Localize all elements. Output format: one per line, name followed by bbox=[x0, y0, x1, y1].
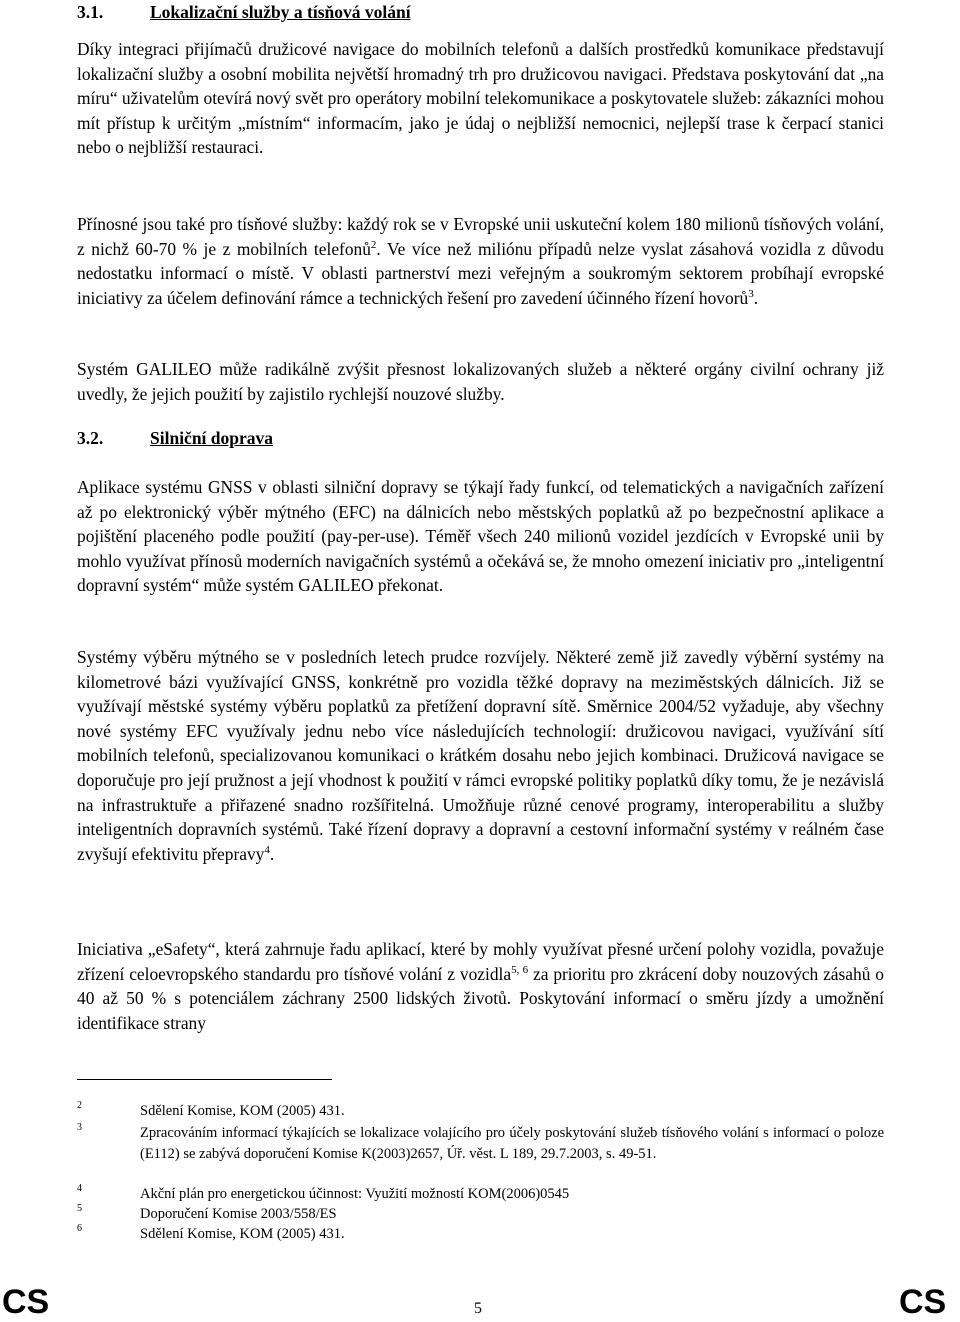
paragraph: Iniciativa „eSafety“, která zahrnuje řadu aplikací, které by mohly využívat přesné určení polohy vozidla, považuje zřízení celoevropského standardu pro tísňové volání z vozidla$^{5, 6}$ za prioritu pro zkrácení doby nouzových zásahů o 40 až 50 % s potenciálem záchrany 2500 lidských životů. Poskytování informací o směru jízdy a umožnění identifikace strany bbox=[77, 939, 884, 1033]
paragraph: Přínosné jsou také pro tísňové služby: každý rok se v Evropské unii uskuteční kolem 180 milionů tísňových volání, z nichž 60-70 % je z mobilních telefonů$^2$. Ve více než miliónu případů nelze vyslat zásahová vozidla z důvodu nedostatku informací o místě. V oblasti partnerství mezi veřejným a soukromým sektorem probíhají evropské iniciativy za účelem definování rámce a technických řešení pro zavedení účinného řízení hovorů$^3$. bbox=[77, 214, 884, 308]
footnote-number: 2 bbox=[77, 1100, 82, 1111]
section-title: Silniční doprava bbox=[150, 428, 274, 448]
section-number: 3.2. bbox=[77, 428, 104, 448]
page-number: 5 bbox=[474, 1300, 482, 1317]
language-code-right: CS bbox=[899, 1283, 947, 1321]
footnote-number: 4 bbox=[77, 1183, 82, 1194]
section-number: 3.1. bbox=[77, 2, 104, 22]
footnote-text: Sdělení Komise, KOM (2005) 431. bbox=[140, 1226, 345, 1242]
paragraph: Systémy výběru mýtného se v posledních letech prudce rozvíjely. Některé země již zavedly výběrní systémy na kilometrové bázi využívající GNSS, konkrétně pro vozidla těžké dopravy na meziměstských dálnicích. Již se využívají městské systémy výběru poplatků za přetížení dopravní sítě. Směrnice 2004/52 vyžaduje, aby všechny nové systémy EFC využívaly jednu nebo více následujících technologií: družicovou navigaci, využívání sítí mobilních telefonů, specializovanou komunikaci o krátkém dosahu nebo jejich kombinaci. Družicová navigace se doporučuje pro její pružnost a její vhodnost k použití v rámci evropské politiky poplatků díky tomu, že je nezávislá na infrastruktuře a přiřazené snadno rozšířitelná. Umožňuje různé cenové programy, interoperabilitu a služby inteligentních dopravních systémů. Také řízení dopravy a dopravní a cestovní informační systémy v reálném čase zvyšují efektivitu přepravy$^4$. bbox=[77, 647, 884, 864]
footnote-text: Akční plán pro energetickou účinnost: Využití možností KOM(2006)0545 bbox=[140, 1186, 570, 1202]
footnote-ref[interactable]: 4 bbox=[264, 843, 270, 856]
footnote-ref[interactable]: 2 bbox=[370, 238, 377, 251]
footnote-ref[interactable]: 5, 6 bbox=[511, 963, 529, 976]
footnote-text: Sdělení Komise, KOM (2005) 431. bbox=[140, 1103, 345, 1119]
footnote-ref[interactable]: 3 bbox=[748, 287, 754, 300]
footnote-text: Zpracováním informací týkajících se lokalizace volajícího pro účely poskytování služeb tísňového volání s informací o poloze (E112) se zabývá doporučení Komise K(2003)2657, Úř. věst. L 189, 29.7.2003, s. 49-51. bbox=[140, 1125, 884, 1162]
paragraph: Aplikace systému GNSS v oblasti silniční dopravy se týkají řady funkcí, od telematických a navigačních zařízení až po elektronický výběr mýtného (EFC) na dálnicích nebo městských poplatků až po bezpečnostní aplikace a pojištění placeného podle použití (pay-per-use). Téměř všech 240 milionů vozidel jezdících v Evropské unii by mohlo využívat přínosů moderních navigačních systémů a očekává se, že mnoho omezení iniciativ pro „inteligentní dopravní systém“ může systém GALILEO překonat. bbox=[77, 477, 884, 596]
footnote-text: Doporučení Komise 2003/558/ES bbox=[140, 1206, 337, 1222]
paragraph: Díky integraci přijímačů družicové navigace do mobilních telefonů a dalších prostředků komunikace představují lokalizační služby a osobní mobilita největší hromadný trh pro družicovou navigaci. Představa poskytování dat „na míru“ uživatelům otevírá nový svět pro operátory mobilní telekomunikace a poskytovatele služeb: zákazníci mohou mít přístup k určitým „místním“ informacím, jako je údaj o nejbližší nemocnici, nejlepší trase k čerpací stanici nebo o nejbližší restauraci. bbox=[77, 39, 884, 158]
paragraph: Systém GALILEO může radikálně zvýšit přesnost lokalizovaných služeb a některé orgány civilní ochrany již uvedly, že jejich použití by zajistilo rychlejší nouzové služby. bbox=[77, 359, 884, 404]
footnote-divider bbox=[77, 1079, 332, 1080]
section-heading-3-1 bbox=[77, 2, 411, 23]
footnote-number: 6 bbox=[77, 1223, 82, 1234]
footnote-number: 3 bbox=[77, 1122, 82, 1133]
language-code-left: CS bbox=[2, 1283, 50, 1321]
footnote-number: 5 bbox=[77, 1203, 82, 1214]
section-title: Lokalizační služby a tísňová volání bbox=[150, 2, 411, 22]
section-heading-3-2 bbox=[77, 428, 273, 449]
